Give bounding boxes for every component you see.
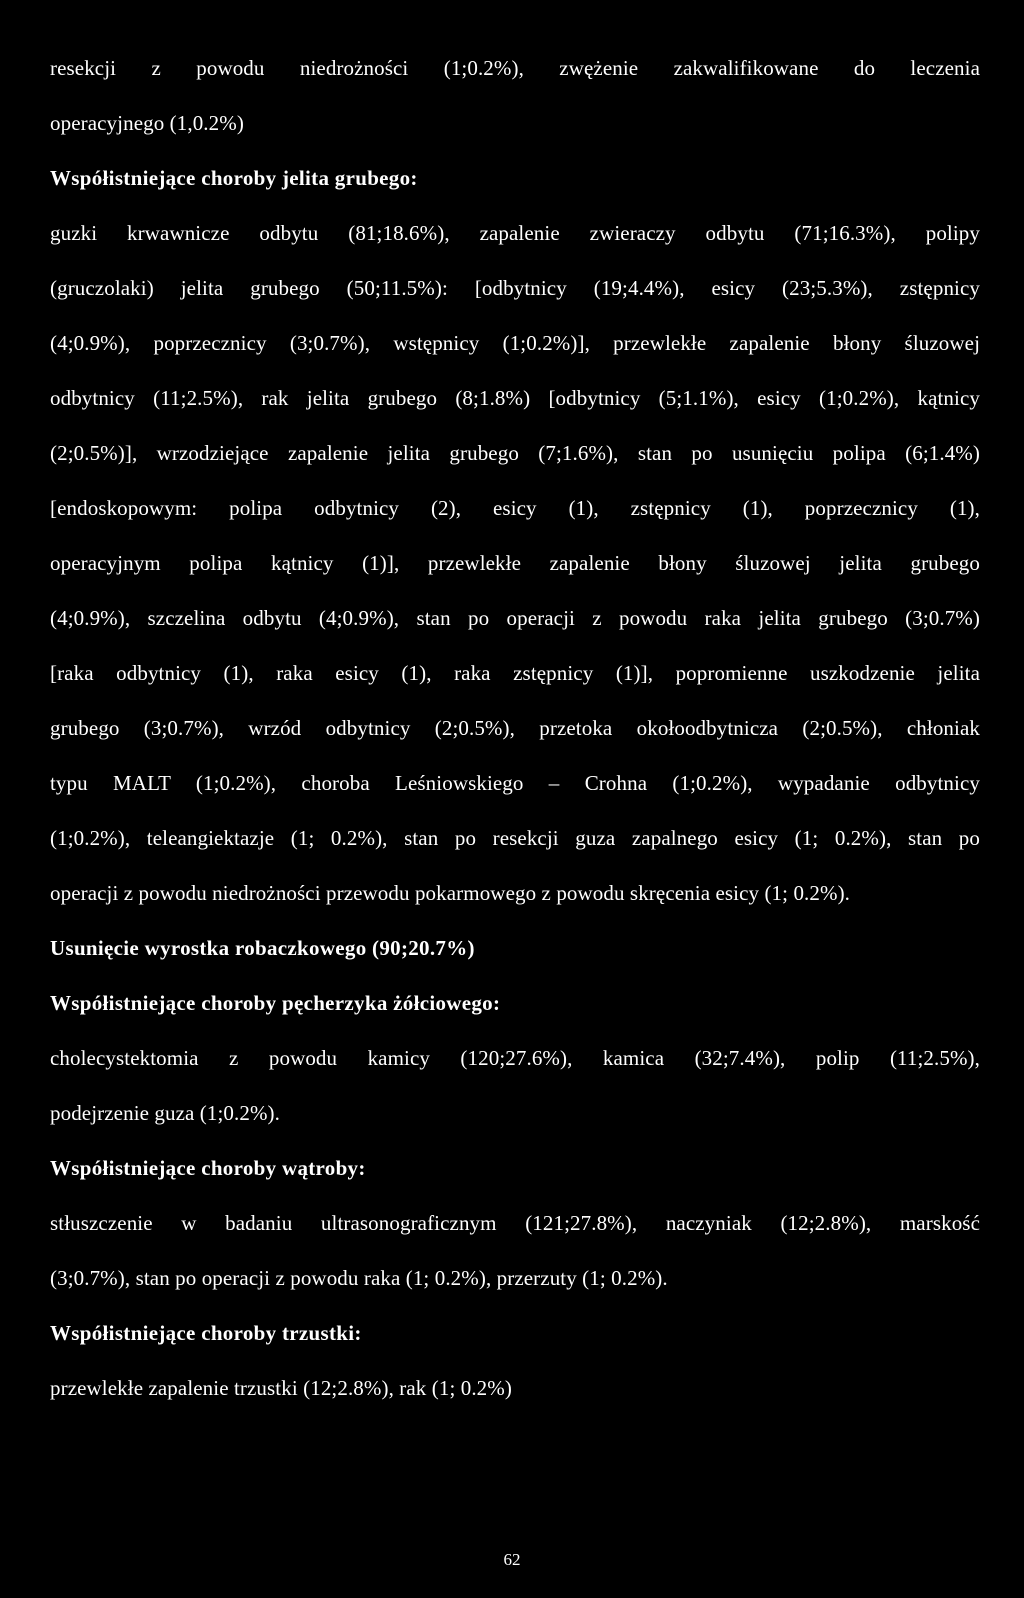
- text-line: podejrzenie guza (1;0.2%).: [50, 1101, 281, 1125]
- text-line: (1;0.2%), teleangiektazje (1; 0.2%), stan po resekcji guza zapalnego esicy (1; 0.2%), stan po: [50, 826, 980, 850]
- section-heading-colon-diseases: Współistniejące choroby jelita grubego:: [50, 166, 418, 190]
- text-line: odbytnicy (11;2.5%), rak jelita grubego (8;1.8%) [odbytnicy (5;1.1%), esicy (1;0.2%), kątnicy: [50, 386, 980, 410]
- document-body: [50, 55, 980, 1430]
- section-heading-pancreas-diseases: Współistniejące choroby trzustki:: [50, 1321, 362, 1345]
- text-line: operacyjnym polipa kątnicy (1)], przewlekłe zapalenie błony śluzowej jelita grubego: [50, 551, 980, 575]
- section-heading-liver-diseases: Współistniejące choroby wątroby:: [50, 1156, 366, 1180]
- text-line: stłuszczenie w badaniu ultrasonograficznym (121;27.8%), naczyniak (12;2.8%), marskość: [50, 1211, 980, 1235]
- text-line: (gruczolaki) jelita grubego (50;11.5%): [odbytnicy (19;4.4%), esicy (23;5.3%), zstępnicy: [50, 276, 980, 300]
- text-line: (2;0.5%)], wrzodziejące zapalenie jelita grubego (7;1.6%), stan po usunięciu polipa (6;1.4%): [50, 441, 980, 465]
- text-line: operacyjnego (1,0.2%): [50, 111, 244, 135]
- text-line: (3;0.7%), stan po operacji z powodu raka (1; 0.2%), przerzuty (1; 0.2%).: [50, 1266, 668, 1290]
- text-line: typu MALT (1;0.2%), choroba Leśniowskiego – Crohna (1;0.2%), wypadanie odbytnicy: [50, 771, 980, 795]
- section-heading-appendectomy: Usunięcie wyrostka robaczkowego (90;20.7%): [50, 936, 475, 960]
- section-heading-gallbladder-diseases: Współistniejące choroby pęcherzyka żółciowego:: [50, 991, 501, 1015]
- text-line: guzki krwawnicze odbytu (81;18.6%), zapalenie zwieraczy odbytu (71;16.3%), polipy: [50, 221, 980, 245]
- text-line: (4;0.9%), szczelina odbytu (4;0.9%), stan po operacji z powodu raka jelita grubego (3;0.7%): [50, 606, 980, 630]
- text-line: [raka odbytnicy (1), raka esicy (1), raka zstępnicy (1)], popromienne uszkodzenie jelita: [50, 661, 980, 685]
- text-line: przewlekłe zapalenie trzustki (12;2.8%), rak (1; 0.2%): [50, 1376, 512, 1400]
- text-line: (4;0.9%), poprzecznicy (3;0.7%), wstępnicy (1;0.2%)], przewlekłe zapalenie błony śluzowej: [50, 331, 980, 355]
- text-line: resekcji z powodu niedrożności (1;0.2%), zwężenie zakwalifikowane do leczenia: [50, 56, 980, 80]
- text-line: cholecystektomia z powodu kamicy (120;27.6%), kamica (32;7.4%), polip (11;2.5%),: [50, 1046, 980, 1070]
- text-line: [endoskopowym: polipa odbytnicy (2), esicy (1), zstępnicy (1), poprzecznicy (1),: [50, 496, 980, 520]
- text-line: grubego (3;0.7%), wrzód odbytnicy (2;0.5%), przetoka okołoodbytnicza (2;0.5%), chłoniak: [50, 716, 980, 740]
- text-line: operacji z powodu niedrożności przewodu pokarmowego z powodu skręcenia esicy (1; 0.2%).: [50, 881, 851, 905]
- page-number: 62: [503, 1550, 521, 1569]
